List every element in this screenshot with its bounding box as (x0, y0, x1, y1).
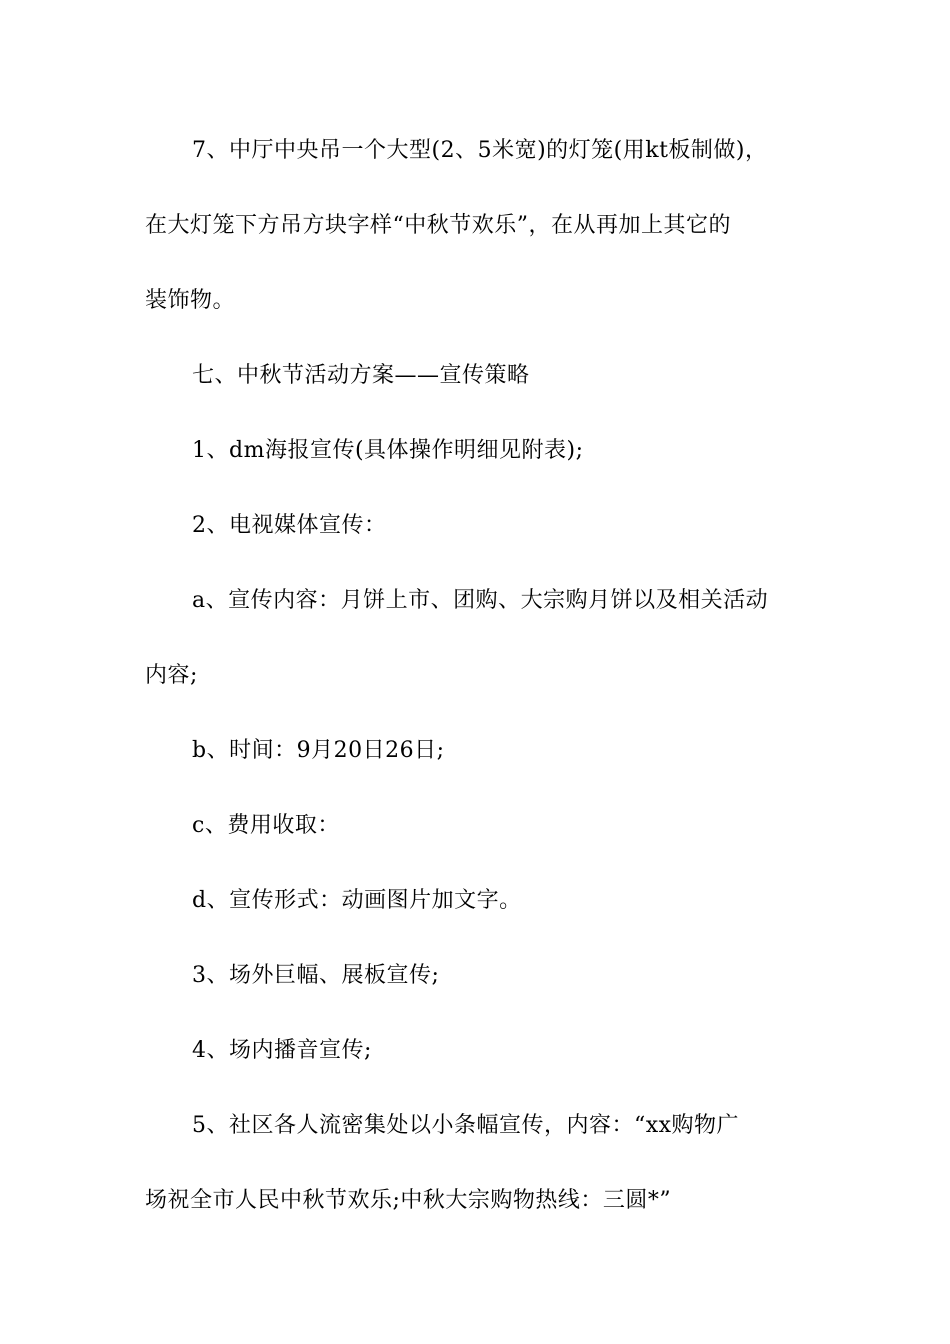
list-item-2: 2、电视媒体宣传： (192, 513, 387, 538)
list-item-4: 4、场内播音宣传; (192, 1038, 372, 1063)
section-heading: 七、中秋节活动方案——宣传策略 (192, 363, 530, 388)
list-item-3: 3、场外巨幅、展板宣传; (192, 963, 440, 988)
sub-item-a: a、宣传内容：月饼上市、团购、大宗购月饼以及相关活动 (192, 588, 769, 613)
sub-item-d: d、宣传形式：动画图片加文字。 (192, 888, 522, 913)
sub-item-b: b、时间：9月20日26日; (192, 738, 445, 763)
list-item-5: 5、社区各人流密集处以小条幅宣传，内容：“xx购物广 (192, 1113, 740, 1138)
list-item-1: 1、dm海报宣传(具体操作明细见附表); (192, 438, 584, 463)
paragraph-line-1: 7、中厅中央吊一个大型(2、5米宽)的灯笼(用kt板制做)， (192, 138, 768, 163)
paragraph-line-2: 在大灯笼下方吊方块字样“中秋节欢乐”，在从再加上其它的 (145, 213, 731, 238)
sub-item-a-continued: 内容; (145, 663, 198, 688)
paragraph-line-3: 装饰物。 (145, 288, 236, 313)
list-item-5-continued: 场祝全市人民中秋节欢乐;中秋大宗购物热线：三圆*” (145, 1188, 672, 1213)
sub-item-c: c、费用收取： (192, 813, 340, 838)
